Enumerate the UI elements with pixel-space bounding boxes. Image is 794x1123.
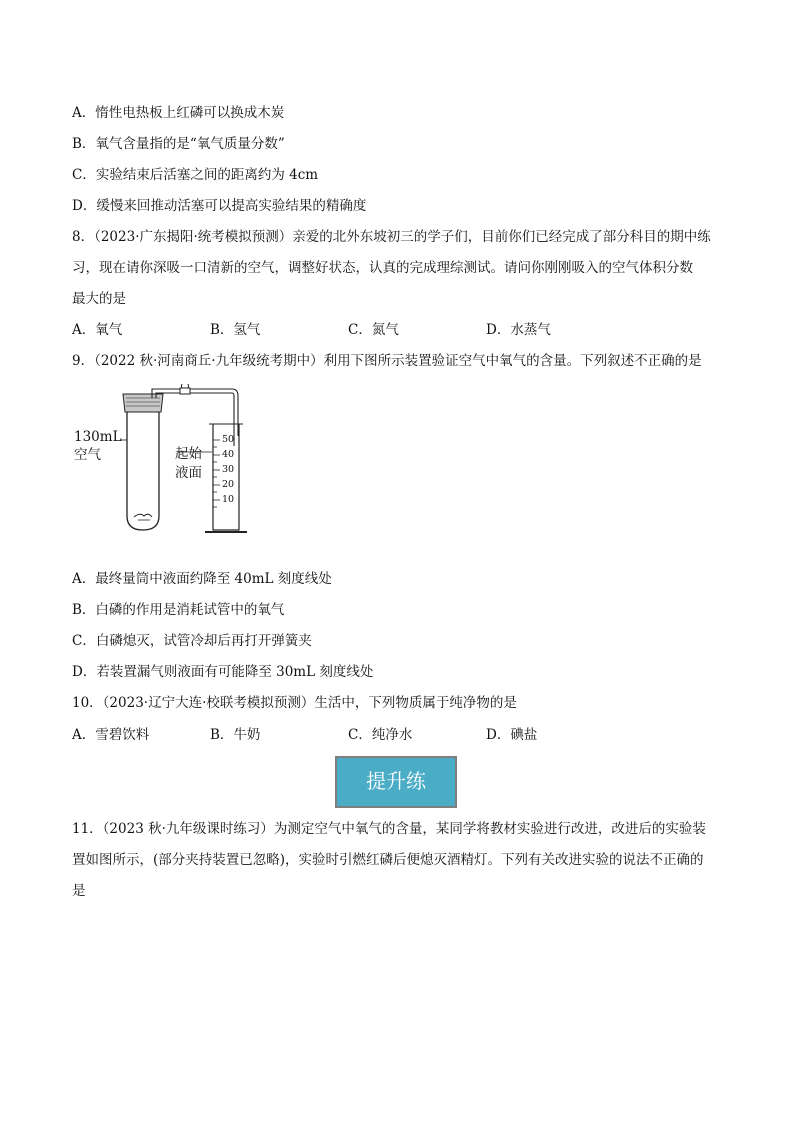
q9-stem: 9．（2022 秋·河南商丘·九年级统考期中）利用下图所示装置验证空气中氧气的含量。下列叙述不正确的是 bbox=[72, 353, 702, 369]
tube-volume-label: 130mL bbox=[74, 429, 122, 445]
q9-option-a: A．最终量筒中液面约降至 40mL 刻度线处 bbox=[72, 571, 332, 587]
q7-option-b: B．氧气含量指的是“氧气质量分数” bbox=[72, 136, 285, 152]
q10-options bbox=[72, 726, 732, 744]
q10-option-a: A．雪碧饮料 bbox=[72, 727, 150, 743]
q10-option-d: D．碘盐 bbox=[486, 727, 538, 743]
test-tube-shape bbox=[127, 412, 159, 530]
q8-stem-line-2: 习，现在请你深吸一口清新的空气，调整好状态，认真的完成理综测试。请问你刚刚吸入的空气体积分数 bbox=[72, 260, 693, 276]
apparatus-drawing bbox=[72, 384, 272, 544]
q10-stem: 10．（2023·辽宁大连·校联考模拟预测）生活中，下列物质属于纯净物的是 bbox=[72, 695, 517, 711]
q10-option-c: C．纯净水 bbox=[348, 727, 413, 743]
scale-label-30: 30 bbox=[222, 464, 235, 475]
q9-option-d: D．若装置漏气则液面有可能降至 30mL 刻度线处 bbox=[72, 664, 374, 680]
q7-option-d: D．缓慢来回推动活塞可以提高实验结果的精确度 bbox=[72, 198, 367, 214]
q7-option-a: A．惰性电热板上红磷可以换成木炭 bbox=[72, 105, 285, 121]
scale-label-40: 40 bbox=[222, 449, 235, 460]
q9-option-b: B．白磷的作用是消耗试管中的氧气 bbox=[72, 602, 285, 618]
q9-option-c: C．白磷熄灭，试管冷却后再打开弹簧夹 bbox=[72, 633, 312, 649]
q11-stem-line-3: 是 bbox=[72, 883, 86, 899]
q10-option-b: B．牛奶 bbox=[210, 727, 261, 743]
level-label-line-1: 起始 bbox=[175, 446, 202, 462]
q8-option-a: A．氧气 bbox=[72, 322, 123, 338]
q8-stem-line-3: 最大的是 bbox=[72, 291, 126, 307]
section-banner: 提升练 bbox=[335, 756, 457, 808]
q11-stem-line-1: 11．（2023 秋·九年级课时练习）为测定空气中氧气的含量，某同学将教材实验进行改进，改进后的实验装 bbox=[72, 821, 706, 837]
q8-options bbox=[72, 321, 732, 339]
scale-label-20: 20 bbox=[222, 479, 235, 490]
q8-option-c: C．氮气 bbox=[348, 322, 399, 338]
q11-stem-line-2: 置如图所示，(部分夹持装置已忽略)，实验时引燃红磷后便熄灭酒精灯。下列有关改进实验的说法不正确的 bbox=[72, 852, 704, 868]
stopper-shape bbox=[123, 394, 163, 412]
q8-option-b: B．氢气 bbox=[210, 322, 261, 338]
scale-label-10: 10 bbox=[222, 494, 235, 505]
tube-gas-label: 空气 bbox=[74, 447, 101, 463]
level-label-line-2: 液面 bbox=[175, 465, 202, 481]
phosphorus-shape bbox=[134, 514, 152, 517]
q7-option-c: C．实验结束后活塞之间的距离约为 4cm bbox=[72, 167, 319, 183]
q8-option-d: D．水蒸气 bbox=[486, 322, 551, 338]
q8-stem-line-1: 8．（2023·广东揭阳·统考模拟预测）亲爱的北外东坡初三的学子们，目前你们已经完成了部分科目的期中练 bbox=[72, 229, 711, 245]
q9-apparatus-figure bbox=[72, 384, 272, 544]
scale-label-50: 50 bbox=[222, 434, 235, 445]
